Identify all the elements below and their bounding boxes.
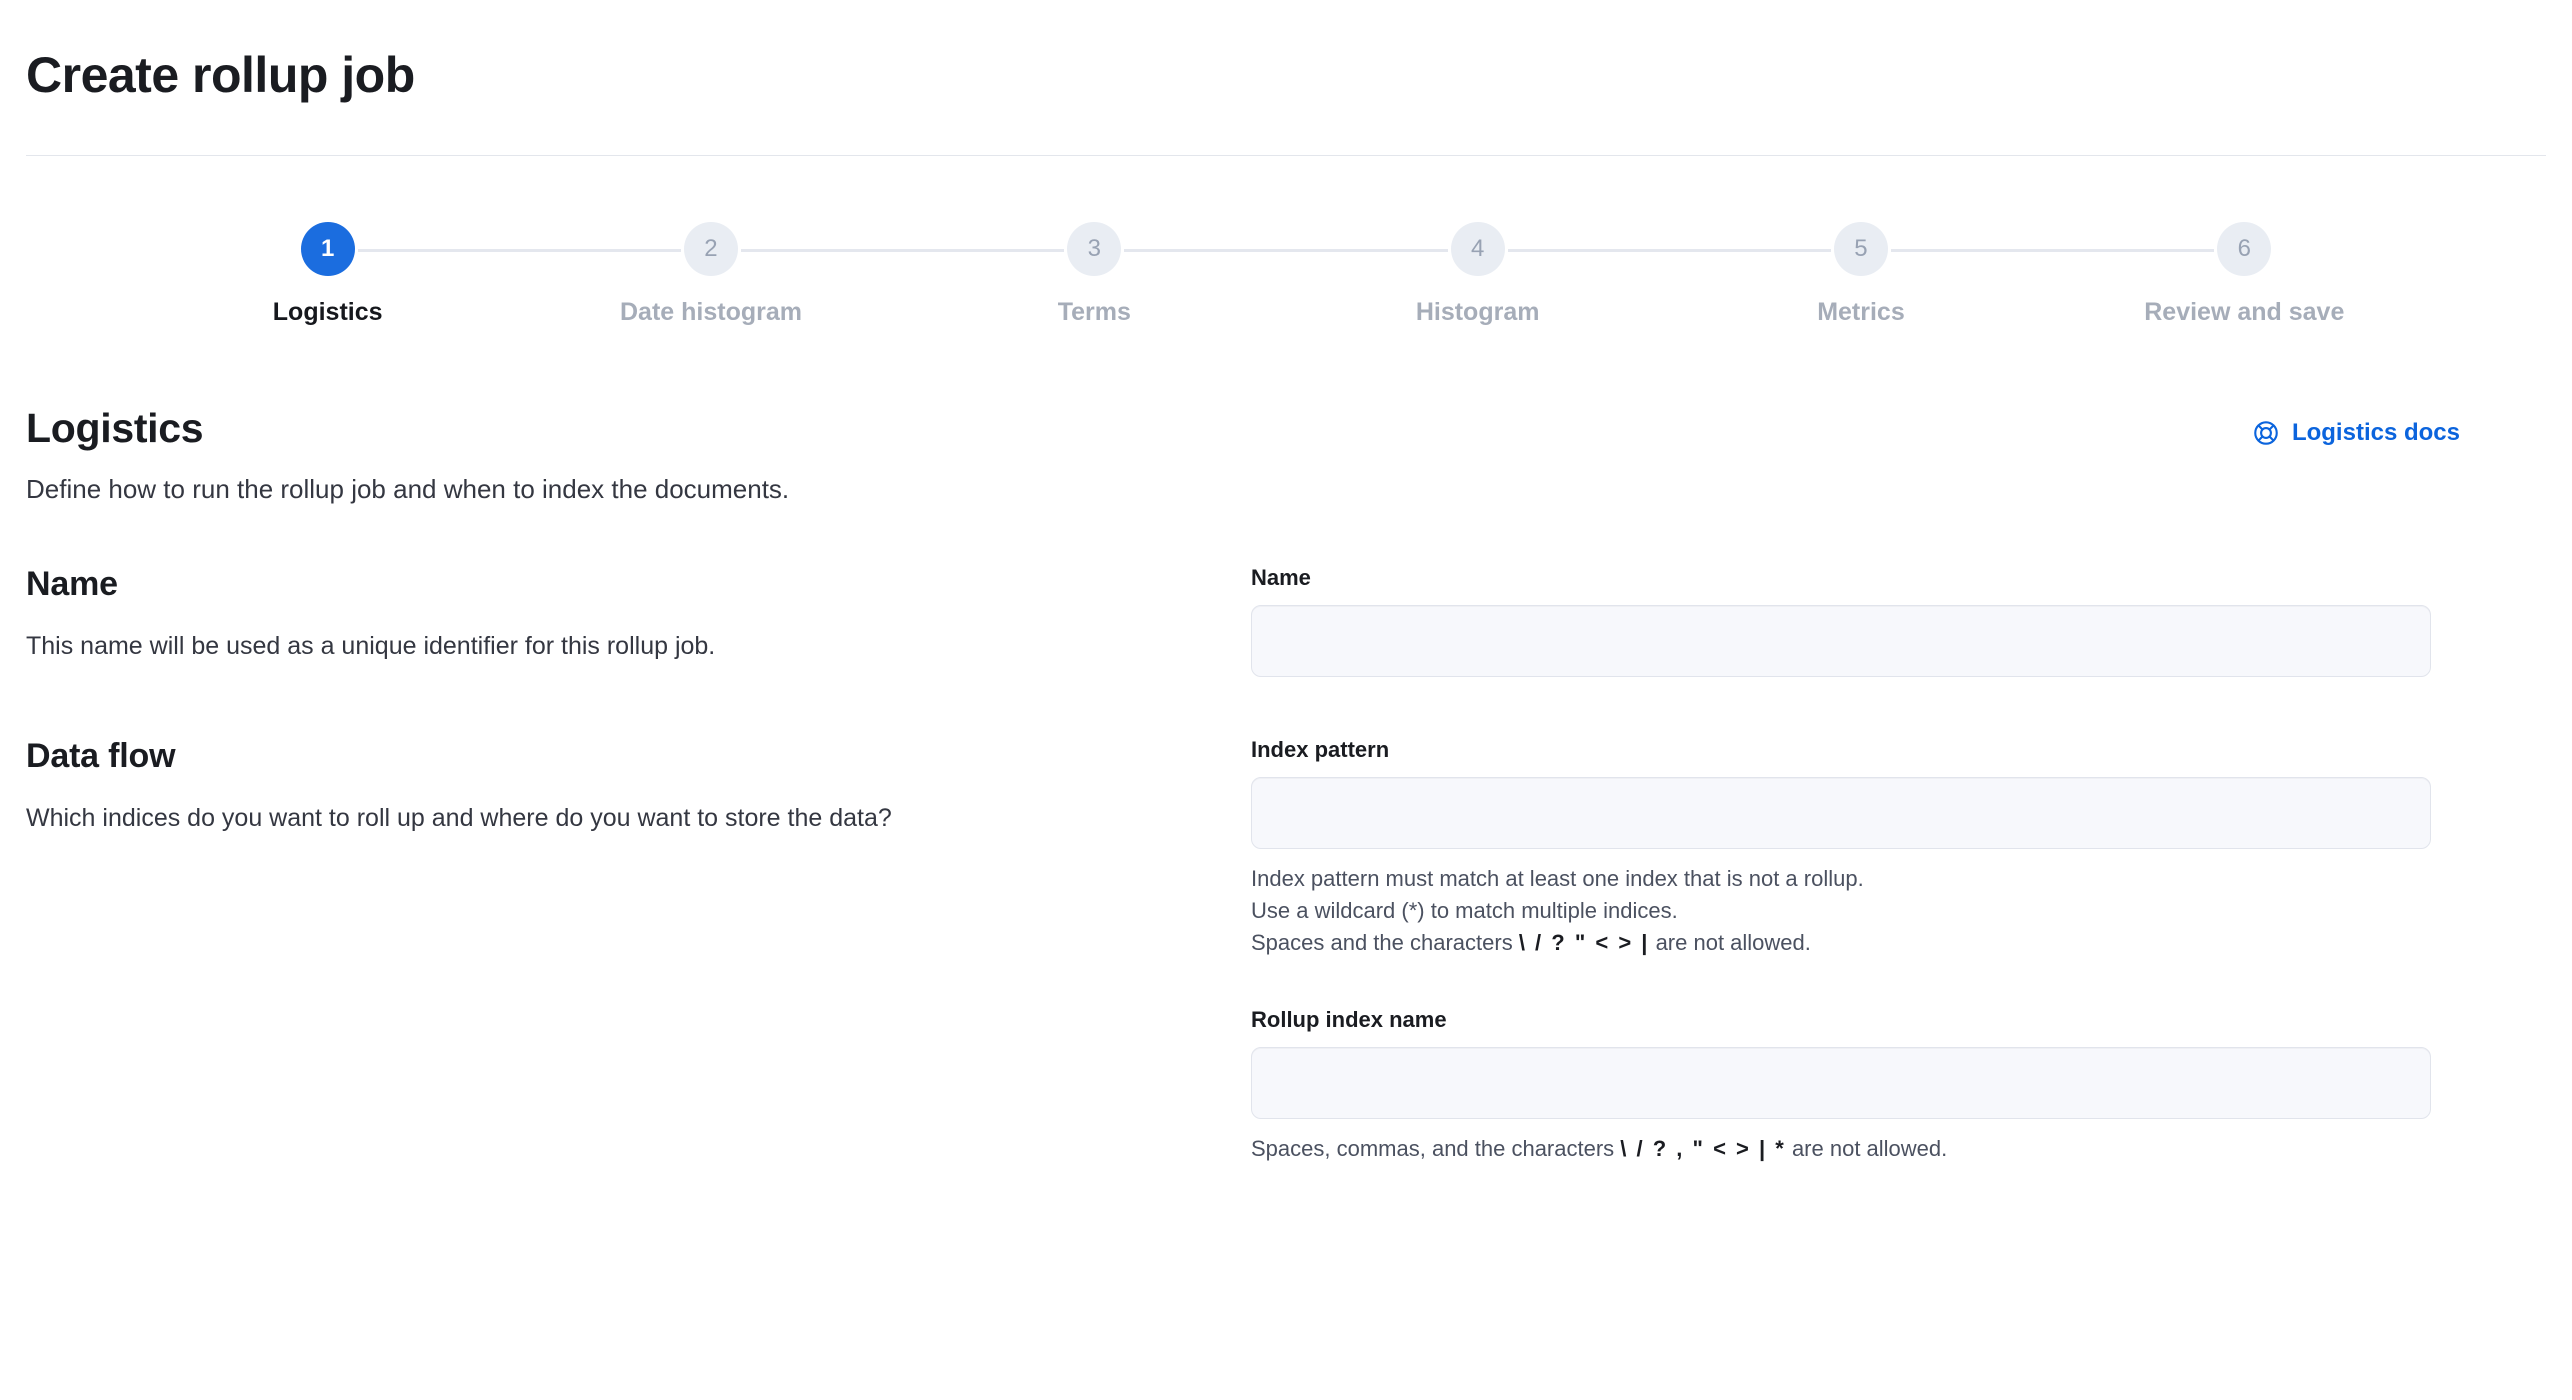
name-section-description-col — [26, 565, 1251, 664]
step-connector-left — [2053, 249, 2215, 252]
section-title: Logistics — [26, 405, 204, 451]
step-connector-left — [1286, 249, 1448, 252]
step-label: Review and save — [2144, 298, 2345, 326]
data-flow-fields-col — [1251, 737, 2431, 1165]
section-description: Define how to run the rollup job and when to index the documents. — [26, 474, 790, 504]
rollup-index-name-help-suffix: are not allowed. — [1785, 1135, 1948, 1161]
step-label: Terms — [1057, 298, 1131, 326]
title-divider — [26, 155, 2546, 156]
name-field-label: Name — [1251, 565, 1311, 590]
step-connector-left — [1669, 249, 1831, 252]
index-pattern-help-line-3 — [1251, 927, 2431, 959]
logistics-docs-label: Logistics docs — [2291, 419, 2460, 446]
section-header — [26, 405, 2546, 505]
page-title: Create rollup job — [26, 47, 415, 103]
step-connector-right — [358, 249, 520, 252]
step-number-badge: 2 — [684, 222, 738, 276]
step-number-badge: 4 — [1451, 222, 1505, 276]
step-circle-row — [2053, 222, 2436, 276]
name-section-title: Name — [26, 565, 118, 603]
step-connector-right — [741, 249, 903, 252]
rollup-index-name-field-block — [1251, 1007, 2431, 1165]
wizard-stepper — [26, 222, 2546, 327]
index-pattern-field-block — [1251, 737, 2431, 959]
name-input[interactable] — [1251, 605, 2431, 677]
step-label: Date histogram — [620, 298, 802, 326]
step-date-histogram[interactable] — [519, 222, 902, 327]
index-pattern-help-prefix: Spaces and the characters — [1251, 929, 1519, 955]
step-connector-right — [1508, 249, 1670, 252]
step-circle-row — [1286, 222, 1669, 276]
rollup-index-name-forbidden-chars: \ / ? , " < > | * — [1620, 1135, 1786, 1161]
name-section-description: This name will be used as a unique identifier for this rollup job. — [26, 632, 716, 660]
step-label: Histogram — [1415, 298, 1540, 326]
name-section-row — [26, 565, 2546, 677]
step-label: Logistics — [272, 298, 383, 326]
index-pattern-label: Index pattern — [1251, 737, 1390, 762]
step-number-badge: 6 — [2217, 222, 2271, 276]
index-pattern-help-line-1: Index pattern must match at least one index that is not a rollup. — [1251, 866, 1864, 891]
step-number-badge: 1 — [301, 222, 355, 276]
index-pattern-help-line-2: Use a wildcard (*) to match multiple indices. — [1251, 897, 1678, 923]
step-number-badge: 3 — [1067, 222, 1121, 276]
name-section-fields-col — [1251, 565, 2431, 677]
step-circle-row — [1669, 222, 2052, 276]
step-connector-left — [903, 249, 1065, 252]
step-logistics[interactable] — [136, 222, 519, 327]
step-circle-row — [519, 222, 902, 276]
step-number-badge: 5 — [1834, 222, 1888, 276]
step-metrics[interactable] — [1669, 222, 2052, 327]
rollup-index-name-help — [1251, 1133, 2431, 1165]
step-circle-row — [136, 222, 519, 276]
step-terms[interactable] — [903, 222, 1286, 327]
name-field-block — [1251, 565, 2431, 677]
rollup-index-name-help-prefix: Spaces, commas, and the characters — [1251, 1135, 1621, 1161]
data-flow-description: Which indices do you want to roll up and where do you want to store the data? — [26, 804, 892, 832]
data-flow-title: Data flow — [26, 737, 176, 775]
step-review-and-save[interactable] — [2053, 222, 2436, 327]
logistics-docs-link[interactable] — [2252, 419, 2460, 447]
step-connector-right — [1891, 249, 2053, 252]
step-connector-left — [519, 249, 681, 252]
step-connector-right — [1124, 249, 1286, 252]
create-rollup-job-page — [0, 48, 2572, 1165]
index-pattern-help-suffix: are not allowed. — [1649, 929, 1811, 955]
rollup-index-name-input[interactable] — [1251, 1047, 2431, 1119]
data-flow-description-col — [26, 737, 1251, 836]
help-circle-icon — [2252, 419, 2280, 447]
index-pattern-help — [1251, 863, 2431, 959]
step-label: Metrics — [1817, 298, 1905, 326]
step-circle-row — [903, 222, 1286, 276]
section-header-text — [26, 405, 789, 505]
step-histogram[interactable] — [1286, 222, 1669, 327]
index-pattern-input[interactable] — [1251, 777, 2431, 849]
rollup-index-name-label: Rollup index name — [1251, 1006, 1447, 1032]
index-pattern-forbidden-chars: \ / ? " < > | — [1518, 929, 1650, 955]
data-flow-section-row — [26, 737, 2546, 1165]
